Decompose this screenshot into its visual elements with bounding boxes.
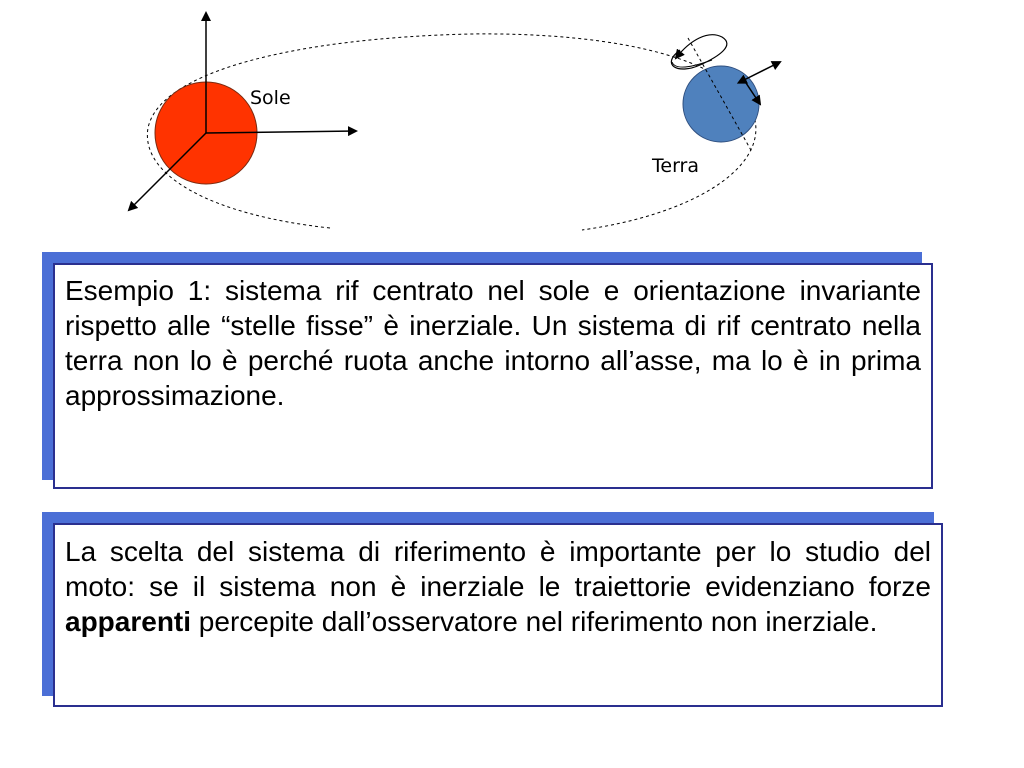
reference-text-bold: apparenti [65, 606, 192, 637]
earth-label: Terra [652, 155, 699, 177]
reference-frame-text-box [53, 523, 943, 707]
reference-text-part1: La scelta del sistema di riferimento è importante per lo studio del moto: se il sistema non è inerziale le traiettorie evidenziano forze [65, 536, 931, 602]
sun-label: Sole [250, 87, 291, 109]
sun-earth-diagram [0, 0, 1024, 250]
example-text: Esempio 1: sistema rif centrato nel sole e orientazione invariante rispetto alle “stelle fisse” è inerziale. Un sistema di rif centrato nella terra non lo è perché ruota anche intorno all’asse, ma lo è in prima approssimazione. [65, 275, 921, 411]
example-text-box [53, 263, 933, 489]
reference-text-part2: percepite dall’osservatore nel riferimento non inerziale. [191, 606, 878, 637]
earth-double-arrow [744, 62, 780, 80]
